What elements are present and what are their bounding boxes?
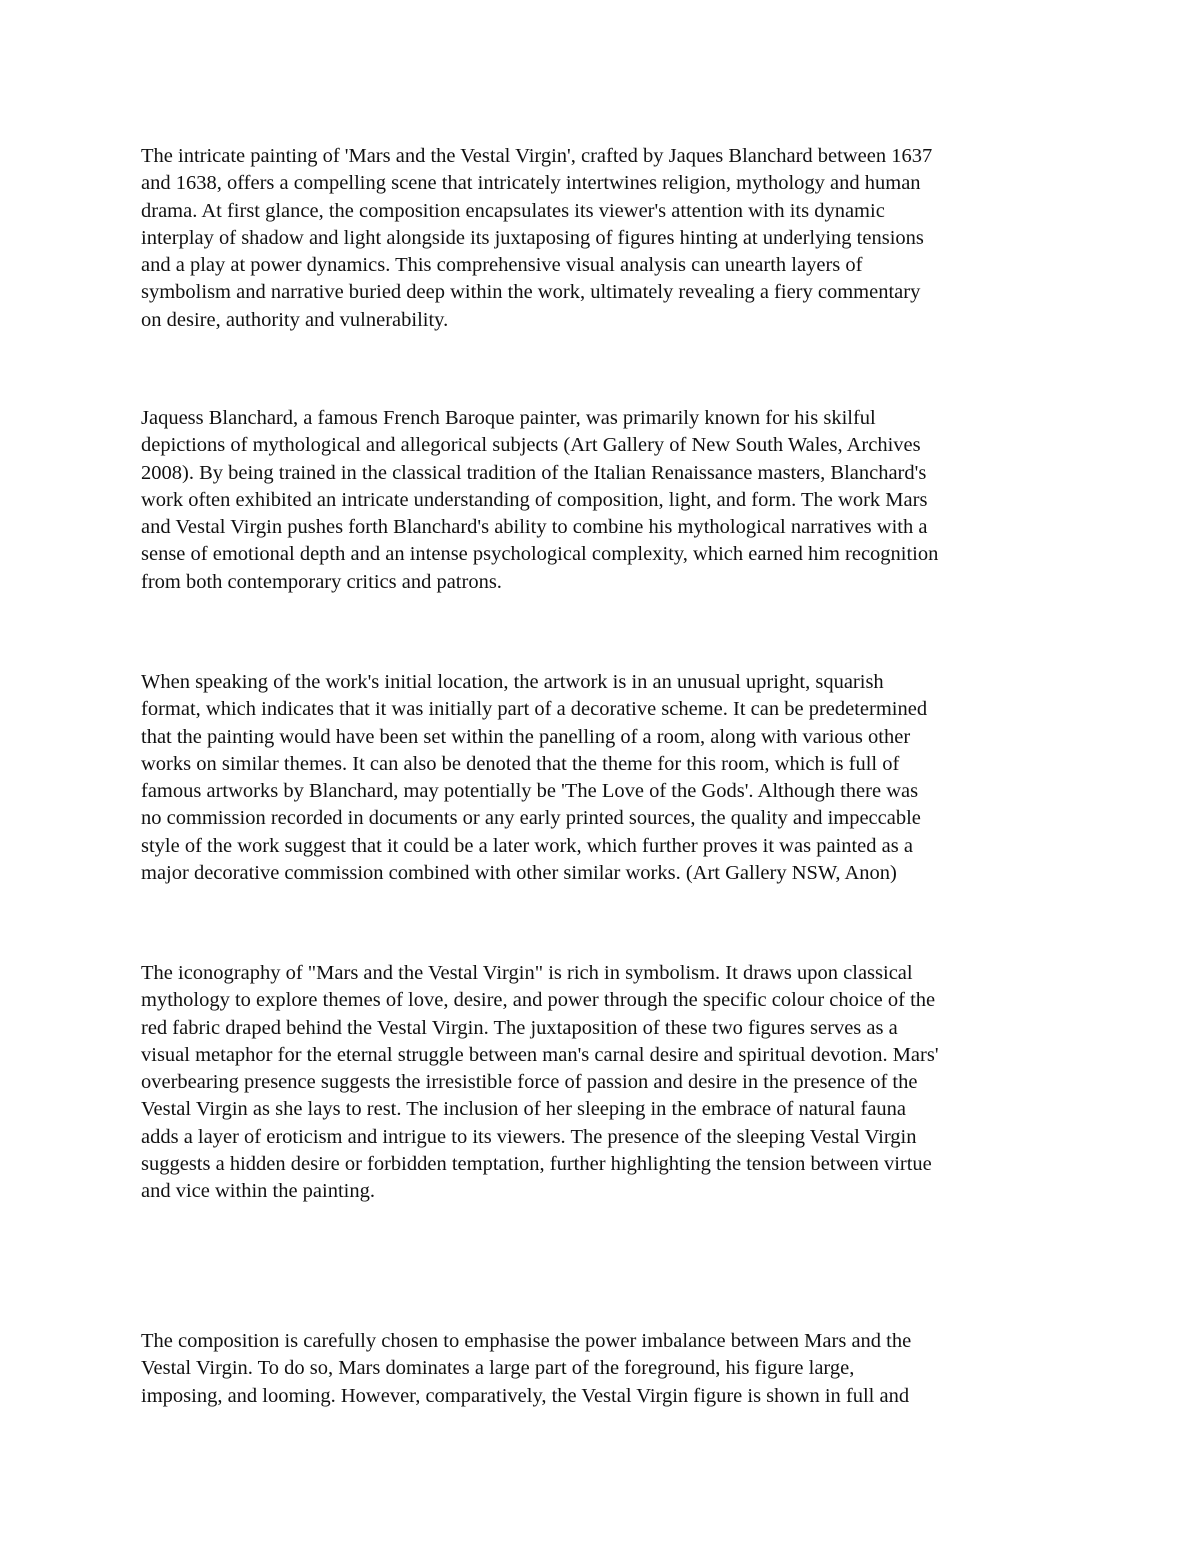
paragraph-artist-background: Jaquess Blanchard, a famous French Baroque painter, was primarily known for his skilful depictions of mythological and allegorical subjects (Art Gallery of New South Wales, Archives 2008). By being trained in the classical tradition of the Italian Renaissance masters, Blanchard's work often exhibited an intricate understanding of composition, light, and form. The work Mars and Vestal Virgin pushes forth Blanchard's ability to combine his mythological narratives with a sense of emotional depth and an intense psychological complexity, which earned him recognition from both contemporary critics and patrons. [141, 407, 939, 593]
paragraph-iconography: The iconography of "Mars and the Vestal Virgin" is rich in symbolism. It draws upon classical mythology to explore themes of love, desire, and power through the specific colour choice of the red fabric draped behind the Vestal Virgin. The juxtaposition of these two figures serves as a visual metaphor for the eternal struggle between man's carnal desire and spiritual devotion. Mars' overbearing presence suggests the irresistible force of passion and desire in the presence of the Vestal Virgin as she lays to rest. The inclusion of her sleeping in the embrace of natural fauna adds a layer of eroticism and intrigue to its viewers. The presence of the sleeping Vestal Virgin suggests a hidden desire or forbidden temptation, further highlighting the tension between virtue and vice within the painting. [141, 962, 939, 1203]
paragraph-composition: The composition is carefully chosen to emphasise the power imbalance between Mars and the Vestal Virgin. To do so, Mars dominates a large part of the foreground, his figure large, imposing, and looming. However, comparatively, the Vestal Virgin figure is shown in full and [141, 1330, 912, 1407]
paragraph-introduction: The intricate painting of 'Mars and the Vestal Virgin', crafted by Jaques Blanchard between 1637 and 1638, offers a compelling scene that intricately intertwines religion, mythology and human drama. At first glance, the composition encapsulates its viewer's attention with its dynamic interplay of shadow and light alongside its juxtaposing of figures hinting at underlying tensions and a play at power dynamics. This comprehensive visual analysis can unearth layers of symbolism and narrative buried deep within the work, ultimately revealing a fiery commentary on desire, authority and vulnerability. [141, 145, 933, 331]
paragraph-initial-location: When speaking of the work's initial location, the artwork is in an unusual upright, squarish format, which indicates that it was initially part of a decorative scheme. It can be predetermined that the painting would have been set within the panelling of a room, along with various other works on similar themes. It can also be denoted that the theme for this room, which is full of famous artworks by Blanchard, may potentially be 'The Love of the Gods'. Although there was no commission recorded in documents or any early printed sources, the quality and impeccable style of the work suggest that it could be a later work, which further proves it was painted as a major decorative commission combined with other similar works. (Art Gallery NSW, Anon) [141, 671, 928, 885]
